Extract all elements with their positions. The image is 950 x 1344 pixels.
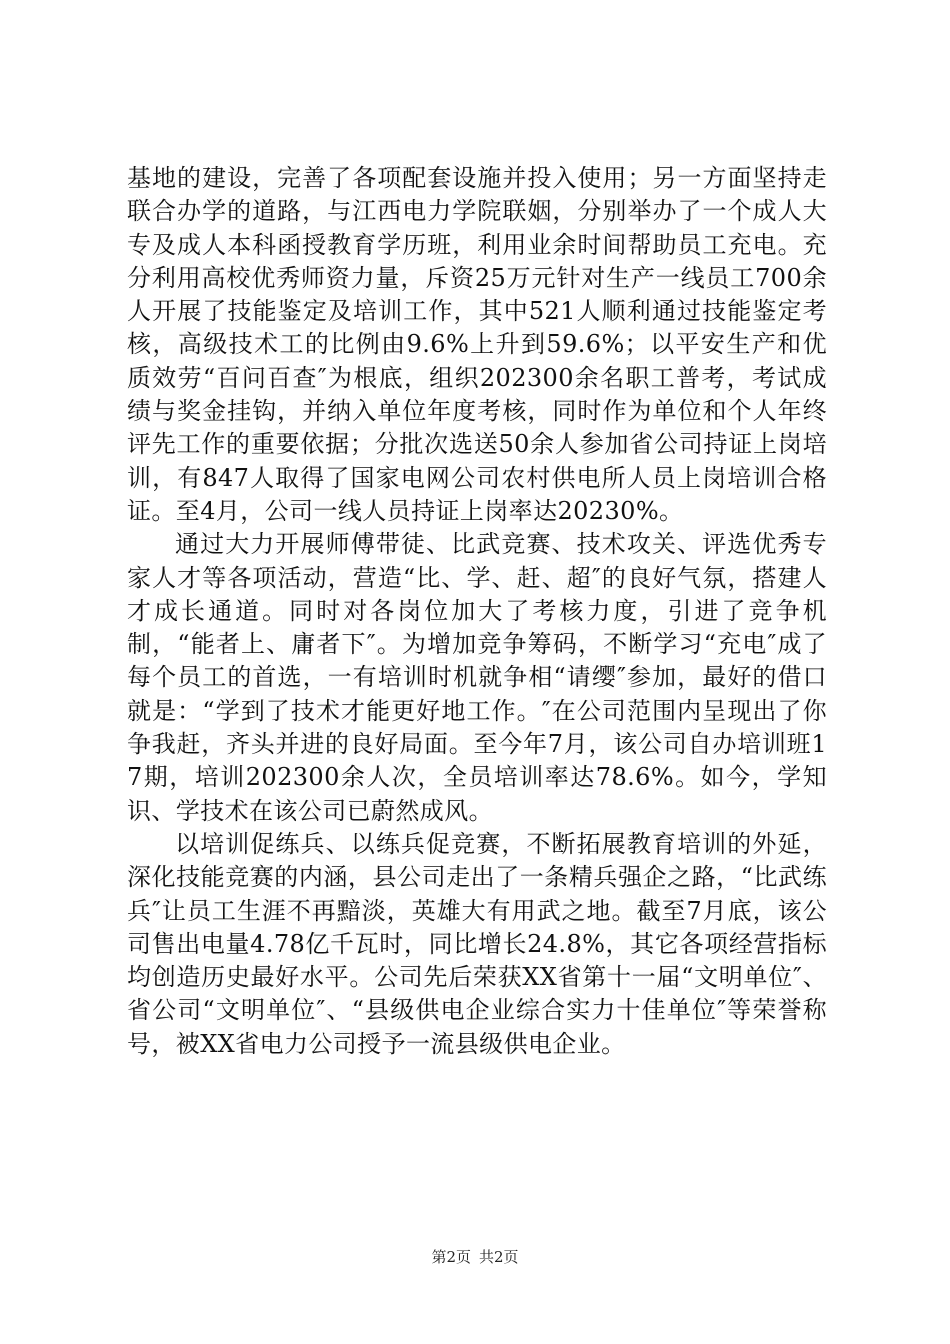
page-number: 第2页 [431, 1248, 471, 1266]
paragraph-continued: 基地的建设，完善了各项配套设施并投入使用；另一方面坚持走联合办学的道路，与江西电力学院联姻，分别举办了一个成人大专及成人本科函授教育学历班，利用业余时间帮助员工充电。充分利用高校优秀师资力量，斥资25万元针对生产一线员工700余人开展了技能鉴定及培训工作，其中521人顺利通过技能鉴定考核，高级技术工的比例由9.6%上升到59.6%；以平安生产和优质效劳“百问百查″为根底，组织202300余名职工普考，考试成绩与奖金挂钩，并纳入单位年度考核，同时作为单位和个人年终评先工作的重要依据；分批次选送50余人参加省公司持证上岗培训，有847人取得了国家电网公司农村供电所人员上岗培训合格证。至4月，公司一线人员持证上岗率达20230%。 [127, 164, 827, 525]
paragraph-training-competition: 通过大力开展师傅带徒、比武竞赛、技术攻关、评选优秀专家人才等各项活动，营造“比、学、赶、超″的良好气氛，搭建人才成长通道。同时对各岗位加大了考核力度，引进了竞争机制，“能者上、庸者下″。为增加竞争筹码，不断学习“充电″成了每个员工的首选，一有培训时机就争相“请缨″参加，最好的借口就是：“学到了技术才能更好地工作。″在公司范围内呈现出了你争我赶，齐头并进的良好局面。至今年7月，该公司自办培训班17期，培训202300余人次，全员培训率达78.6%。如今，学知识、学技术在该公司已蔚然成风。 [127, 530, 827, 825]
page-total: 共2页 [479, 1248, 519, 1266]
page-footer [0, 1247, 950, 1267]
document-body [127, 162, 827, 1061]
paragraph-results-honors: 以培训促练兵、以练兵促竞赛，不断拓展教育培训的外延，深化技能竞赛的内涵，县公司走出了一条精兵强企之路，“比武练兵″让员工生涯不再黯淡，英雄大有用武之地。截至7月底，该公司售出电量4.78亿千瓦时，同比增长24.8%，其它各项经营指标均创造历史最好水平。公司先后荣获XX省第十一届“文明单位″、省公司“文明单位″、“县级供电企业综合实力十佳单位″等荣誉称号，被XX省电力公司授予一流县级供电企业。 [127, 829, 827, 1058]
